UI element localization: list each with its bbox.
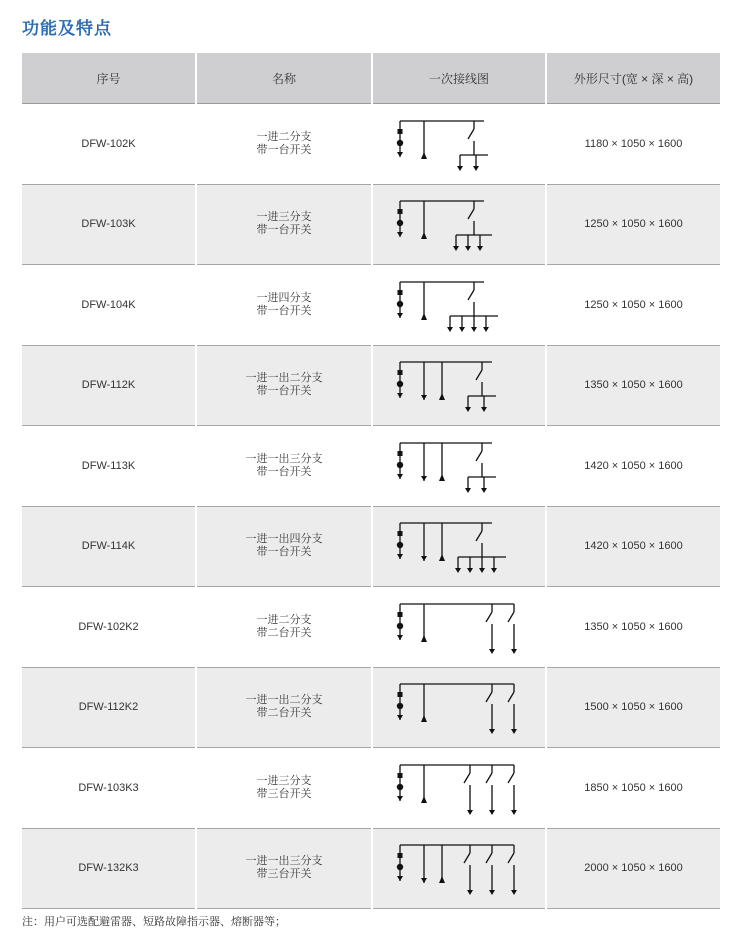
table-row: [22, 506, 720, 587]
model-cell: DFW-102K: [22, 104, 196, 185]
dimensions-cell: 1250 × 1050 × 1600: [546, 184, 720, 265]
table-row: [22, 184, 720, 265]
wiring-diagram-cell: [372, 426, 546, 507]
name-cell: 一进二分支 带一台开关: [196, 104, 372, 185]
table-row: [22, 426, 720, 507]
dimensions-cell: 2000 × 1050 × 1600: [546, 828, 720, 909]
wiring-diagram-cell: [372, 748, 546, 829]
table-row: [22, 748, 720, 829]
wiring-diagram-cell: [372, 345, 546, 426]
name-cell: 一进一出四分支 带一台开关: [196, 506, 372, 587]
dimensions-cell: 1500 × 1050 × 1600: [546, 667, 720, 748]
name-cell: 一进一出三分支 带三台开关: [196, 828, 372, 909]
name-cell: 一进三分支 带三台开关: [196, 748, 372, 829]
model-cell: DFW-112K: [22, 345, 196, 426]
model-cell: DFW-104K: [22, 265, 196, 346]
header-dimensions: 外形尺寸(宽 × 深 × 高): [546, 53, 720, 104]
wiring-diagram-cell: [372, 506, 546, 587]
name-cell: 一进二分支 带二台开关: [196, 587, 372, 668]
wiring-diagram: [384, 111, 534, 177]
wiring-diagram: [384, 191, 534, 257]
header-index: 序号: [22, 53, 196, 104]
dimensions-cell: 1420 × 1050 × 1600: [546, 506, 720, 587]
table-row: [22, 587, 720, 668]
dimensions-cell: 1250 × 1050 × 1600: [546, 265, 720, 346]
model-cell: DFW-103K3: [22, 748, 196, 829]
wiring-diagram: [384, 755, 534, 821]
table-row: [22, 104, 720, 185]
wiring-diagram: [384, 513, 534, 579]
wiring-diagram-cell: [372, 587, 546, 668]
table-row: [22, 345, 720, 426]
wiring-diagram-cell: [372, 667, 546, 748]
wiring-diagram: [384, 835, 534, 901]
header-name: 名称: [196, 53, 372, 104]
name-cell: 一进一出二分支 带一台开关: [196, 345, 372, 426]
header-diagram: 一次接线图: [372, 53, 546, 104]
wiring-diagram: [384, 433, 534, 499]
model-cell: DFW-102K2: [22, 587, 196, 668]
model-cell: DFW-114K: [22, 506, 196, 587]
wiring-diagram-cell: [372, 828, 546, 909]
wiring-diagram: [384, 272, 534, 338]
name-cell: 一进一出三分支 带一台开关: [196, 426, 372, 507]
wiring-diagram-cell: [372, 265, 546, 346]
footnote: 注：用户可选配避雷器、短路故障指示器、熔断器等；: [22, 916, 286, 928]
model-cell: DFW-112K2: [22, 667, 196, 748]
spec-table: [22, 53, 720, 909]
table-row: [22, 265, 720, 346]
table-row: [22, 667, 720, 748]
dimensions-cell: 1850 × 1050 × 1600: [546, 748, 720, 829]
table-body: [22, 104, 720, 909]
dimensions-cell: 1180 × 1050 × 1600: [546, 104, 720, 185]
name-cell: 一进一出二分支 带二台开关: [196, 667, 372, 748]
model-cell: DFW-113K: [22, 426, 196, 507]
dimensions-cell: 1420 × 1050 × 1600: [546, 426, 720, 507]
wiring-diagram-cell: [372, 184, 546, 265]
page-title: 功能及特点: [22, 19, 112, 38]
table-header-row: [22, 53, 720, 104]
table-row: [22, 828, 720, 909]
wiring-diagram: [384, 674, 534, 740]
wiring-diagram: [384, 352, 534, 418]
name-cell: 一进三分支 带一台开关: [196, 184, 372, 265]
name-cell: 一进四分支 带一台开关: [196, 265, 372, 346]
dimensions-cell: 1350 × 1050 × 1600: [546, 345, 720, 426]
model-cell: DFW-103K: [22, 184, 196, 265]
dimensions-cell: 1350 × 1050 × 1600: [546, 587, 720, 668]
wiring-diagram: [384, 594, 534, 660]
model-cell: DFW-132K3: [22, 828, 196, 909]
wiring-diagram-cell: [372, 104, 546, 185]
